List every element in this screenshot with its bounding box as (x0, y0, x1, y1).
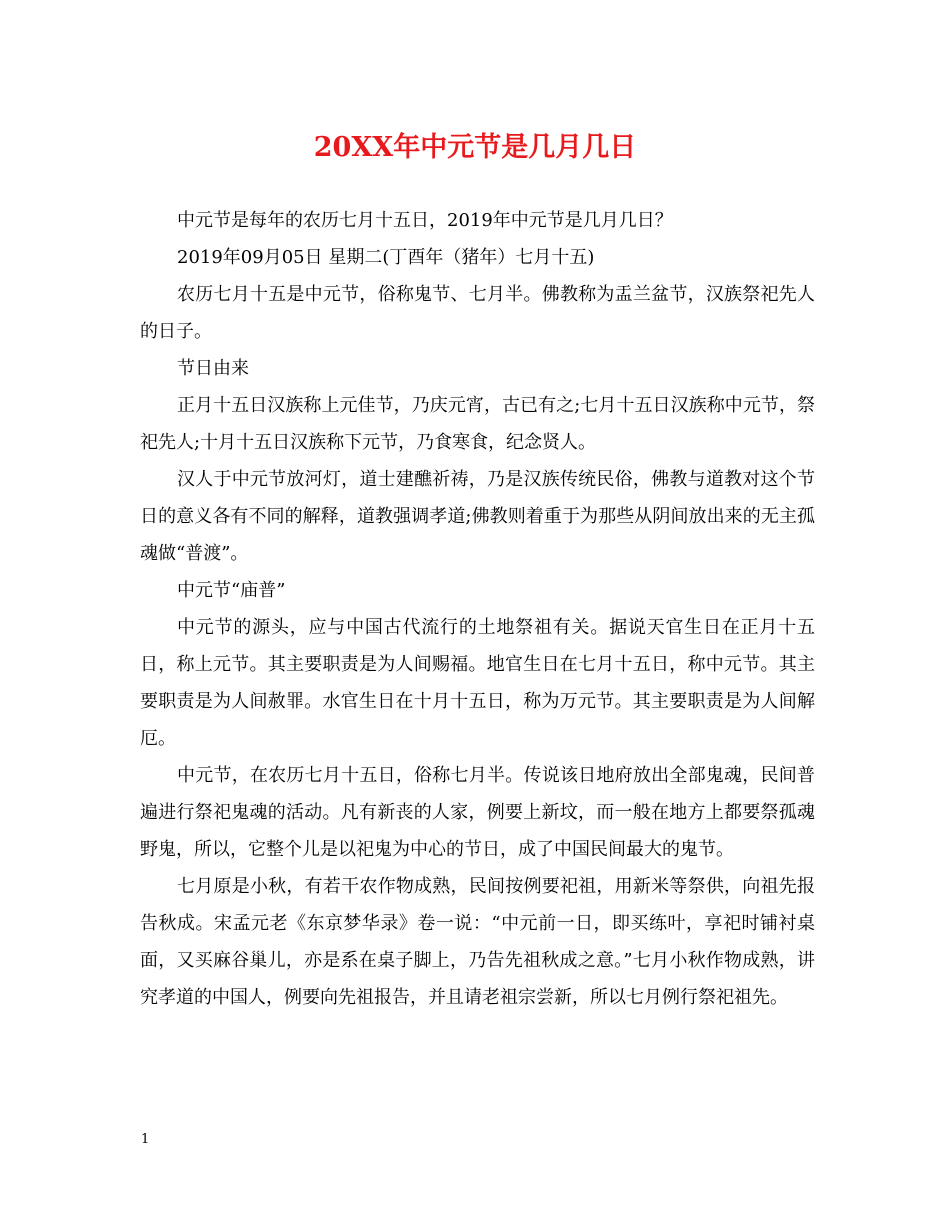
paragraph-origin: 正月十五日汉族称上元佳节，乃庆元宵，古已有之;七月十五日汉族称中元节，祭祀先人;十月十五日汉族称下元节，乃食寒食，纪念贤人。 (140, 395, 815, 453)
section-heading-origin: 节日由来 (177, 358, 249, 379)
paragraph-date: 2019年09月05日 星期二(丁酉年（猪年）七月十五) (177, 247, 595, 268)
section-heading-temple: 中元节“庙普” (177, 580, 286, 601)
document-title: 20XX年中元节是几月几日 (313, 132, 637, 163)
paragraph-river-lanterns: 汉人于中元节放河灯，道士建醮祈祷，乃是汉族传统民俗，佛教与道教对这个节日的意义各有不同的解释，道教强调孝道;佛教则着重于为那些从阴间放出来的无主孤魂做“普渡”。 (140, 469, 815, 564)
paragraph-three-officials: 中元节的源头，应与中国古代流行的土地祭祖有关。据说天官生日在正月十五日，称上元节。其主要职责是为人间赐福。地官生日在七月十五日，称中元节。其主要职责是为人间赦罪。水官生日在十月十五日，称为万元节。其主要职责是为人间解厄。 (140, 617, 815, 749)
page-number: 1 (141, 1132, 150, 1147)
paragraph-intro: 中元节是每年的农历七月十五日，2019年中元节是几月几日？ (177, 210, 673, 231)
document-body (140, 202, 815, 1016)
paragraph-ancestor-worship: 七月原是小秋，有若干农作物成熟，民间按例要祀祖，用新米等祭供，向祖先报告秋成。宋孟元老《东京梦华录》卷一说：“中元前一日，即买练叶，享祀时铺衬桌面，又买麻谷巢儿，亦是系在桌子脚上，乃告先祖秋成之意。”七月小秋作物成熟，讲究孝道的中国人，例要向先祖报告，并且请老祖宗尝新，所以七月例行祭祀祖先。 (140, 876, 815, 1008)
paragraph-ghost-festival: 中元节，在农历七月十五日，俗称七月半。传说该日地府放出全部鬼魂，民间普遍进行祭祀鬼魂的活动。凡有新丧的人家，例要上新坟，而一般在地方上都要祭孤魂野鬼，所以，它整个儿是以祀鬼为中心的节日，成了中国民间最大的鬼节。 (140, 765, 815, 860)
paragraph-definition: 农历七月十五是中元节，俗称鬼节、七月半。佛教称为盂兰盆节，汉族祭祀先人的日子。 (140, 284, 815, 342)
